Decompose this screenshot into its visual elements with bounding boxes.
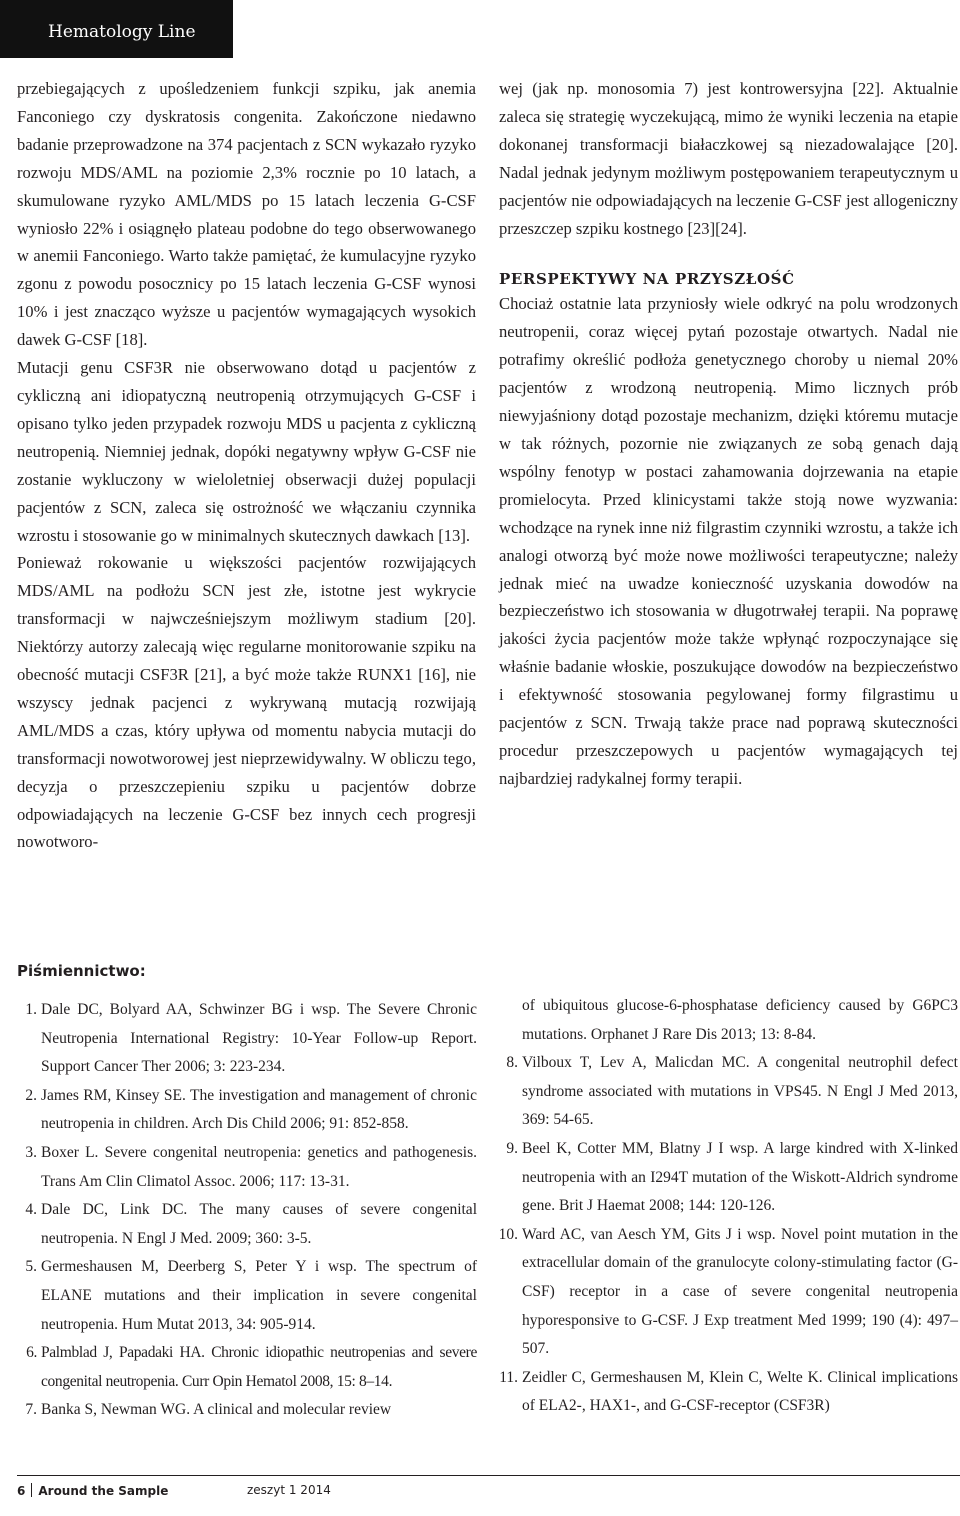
reference-text: Boxer L. Severe congenital neutropenia: genetics and pathogenesis. Trans Am Clin Climatol Assoc. 2006; 117: 13-31. — [41, 1143, 477, 1190]
reference-item — [17, 1082, 477, 1139]
reference-item — [17, 1253, 477, 1339]
footer-separator — [31, 1483, 32, 1497]
reference-item — [17, 1339, 477, 1396]
references-list-right — [498, 992, 958, 1421]
reference-text: Dale DC, Link DC. The many causes of severe congenital neutropenia. N Engl J Med. 2009; 360: 3-5. — [41, 1201, 477, 1247]
running-header-title: Hematology Line — [48, 22, 196, 42]
paragraph: Mutacji genu CSF3R nie obserwowano dotąd u pacjentów z cykliczną ani idiopatyczną neutropenią otrzymujących G-CSF i opisano tylko jeden przypadek rozwoju MDS u pacjenta z cykliczną neutropenią. Niemniej jednak, dopóki negatywny wpływ G-CSF nie zostanie wykluczony w wieloletniej obserwacji dużej populacji pacjentów z SCN, zaleca się ostrożność we włączaniu czynnika wzrostu i stosowanie go w minimalnych skutecznych dawkach [13]. — [17, 358, 476, 545]
reference-continuation — [498, 992, 958, 1049]
references-list-left — [17, 996, 477, 1425]
body-column-right — [499, 75, 958, 793]
footer-rule — [17, 1475, 960, 1476]
page-number: 6 — [17, 1484, 26, 1498]
reference-number: 2. — [25, 1086, 37, 1104]
reference-number: 1. — [25, 1001, 37, 1018]
reference-text: Germeshausen M, Deerberg S, Peter Y i wsp. The spectrum of ELANE mutations and their implication in severe congenital neutropenia. Hum Mutat 2013, 34: 905-914. — [41, 1258, 477, 1333]
reference-text: James RM, Kinsey SE. The investigation and management of chronic neutropenia in children. Arch Dis Child 2006; 91: 852-858. — [41, 1086, 477, 1133]
paragraph: Ponieważ rokowanie u większości pacjentów rozwijających MDS/AML na podłożu SCN jest złe, istotne jest wykrycie transformacji w najwcześniejszym możliwym stadium [20]. Niektórzy autorzy zalecają więc regularne monitorowanie szpiku na obecność mutacji CSF3R [21], a być może także RUNX1 [16], nie wszyscy jednak pacjenci z wykrywaną mutacją rozwijają AML/MDS a czas, który upływa od momentu nabycia mutacji do transformacji nowotworowej jest nieprzewidywalny. W obliczu tego, decyzja o przeszczepieniu szpiku u pacjentów dobrze odpowiadających na leczenie G-CSF bez innych cech progresji nowotworo- — [17, 553, 476, 852]
issue-label: zeszyt 1 2014 — [247, 1483, 331, 1497]
reference-number: 8. — [506, 1054, 518, 1072]
section-heading: PERSPEKTYWY NA PRZYSZŁOŚĆ — [499, 270, 795, 289]
reference-text: Banka S, Newman WG. A clinical and molecular review — [41, 1401, 392, 1419]
reference-number: 6. — [26, 1344, 37, 1362]
reference-item — [498, 1135, 958, 1221]
reference-item — [498, 1221, 958, 1364]
reference-number: 3. — [25, 1143, 37, 1161]
paragraph: przebiegających z upośledzeniem funkcji szpiku, jak anemia Fanconiego czy dyskratosis congenita. Zakończone niedawno badanie przeprowadzone na 374 pacjentach z SCN wykazało ryzyko rozwoju MDS/AML na poziomie 2,3% rocznie po 10 latach, a skumulowane ryzyko AML/MDS po 15 latach leczenia G-CSF wyniosło 22% i osiągnęło plateau podobne do tego obserwowanego w anemii Fanconiego. Warto także pamiętać, że kumulacyjne ryzyko zgonu z powodu posocznicy po 15 latach leczenia G-CSF wynosi 10% i jest znacząco wyższe u pacjentów wymagających wysokich dawek G-CSF [18]. — [17, 79, 476, 350]
body-column-left — [17, 75, 476, 856]
reference-number: 5. — [25, 1258, 37, 1276]
references-heading: Piśmiennictwo: — [17, 962, 146, 980]
reference-text: Zeidler C, Germeshausen M, Klein C, Welte K. Clinical implications of ELA2-, HAX1-, and G-CSF-receptor (CSF3R) — [522, 1368, 958, 1415]
reference-text: Dale DC, Bolyard AA, Schwinzer BG i wsp. The Severe Chronic Neutropenia International Registry: 10-Year Follow-up Report. Support Cancer Ther 2006; 3: 223-234. — [41, 1001, 477, 1076]
reference-text: Beel K, Cotter MM, Blatny J I wsp. A large kindred with X-linked neutropenia with an I294T mutation of the Wiskott-Aldrich syndrome gene. Brit J Haemat 2008; 144: 120-126. — [522, 1139, 958, 1215]
reference-text: Palmblad J, Papadaki HA. Chronic idiopathic neutropenias and severe congenital neutropenia. Curr Opin Hematol 2008, 15: 8–14. — [41, 1344, 477, 1390]
reference-text: Vilboux T, Lev A, Malicdan MC. A congenital neutrophil defect syndrome associated with mutations in VPS45. N Engl J Med 2013, 369: 54-65. — [522, 1054, 958, 1129]
paragraph: Chociaż ostatnie lata przyniosły wiele odkryć na polu wrodzonych neutropenii, coraz więcej pytań pozostaje otwartych. Nadal nie potrafimy określić podłoża genetycznego choroby u niemal 20% pacjentów z wrodzoną neutropenią. Mimo licznych prób niewyjaśniony dotąd pozostaje mechanizm, dzięki któremu mutacje w tak różnych, pozornie nie związanych ze sobą genach dają wspólny fenotyp w postaci zahamowania dojrzewania na etapie promielocyta. Przed klinicystami także stoją nowe wyzwania: wchodzące na rynek inne niż filgrastim czynniki wzrostu, a także ich analogi otworzą być może nowe możliwości terapeutyczne; należy jednak mieć na uwadze konieczność uzyskania dowodów na bezpieczeństwo ich stosowania w długotrwałej terapii. Na poprawę jakości życia pacjentów może także wpłynąć rozpoczynające się właśnie badanie włoskie, poszukujące dowodów na bezpieczeństwo i efektywność stosowania pegylowanej formy filgrastimu u pacjentów z SCN. Trwają także prace nad poprawą skuteczności procedur przeszczepowych u pacjentów wymagających tej najbardziej radykalnej formy terapii. — [499, 294, 958, 788]
reference-number: 9. — [506, 1139, 518, 1157]
reference-item — [498, 1364, 958, 1421]
reference-number: 10. — [498, 1225, 518, 1243]
paragraph: wej (jak np. monosomia 7) jest kontrowersyjna [22]. Aktualnie zaleca się strategię wyczekującą, mimo że wyniki leczenia na etapie dokonanej transformacji białaczkowej są niezadowalające [20]. Nadal jednak jedynym możliwym postępowaniem terapeutycznym u pacjentów nie odpowiadających na leczenie G-CSF jest allogeniczny przeszczep szpiku kostnego [23][24]. — [499, 79, 958, 238]
reference-item — [498, 1049, 958, 1135]
reference-number: 11. — [499, 1368, 518, 1386]
reference-text: Ward AC, van Aesch YM, Gits J i wsp. Novel point mutation in the extracellular domain of the granulocyte colony-stimulating factor (G-CSF) receptor in a case of severe congenital neutropenia hyporesponsive to G-CSF. J Exp treatment Med 1999; 190 (4): 497–507. — [522, 1225, 958, 1358]
header-bar — [0, 0, 233, 58]
reference-number: 7. — [25, 1401, 37, 1419]
reference-text: of ubiquitous glucose-6-phosphatase deficiency caused by G6PC3 mutations. Orphanet J Rare Dis 2013; 13: 8-84. — [522, 997, 958, 1043]
reference-item — [17, 1396, 477, 1425]
magazine-name: Around the Sample — [38, 1484, 169, 1498]
reference-item — [17, 1196, 477, 1253]
reference-number: 4. — [25, 1201, 37, 1219]
page-footer — [17, 1483, 331, 1498]
reference-item — [17, 996, 477, 1082]
reference-item — [17, 1139, 477, 1196]
